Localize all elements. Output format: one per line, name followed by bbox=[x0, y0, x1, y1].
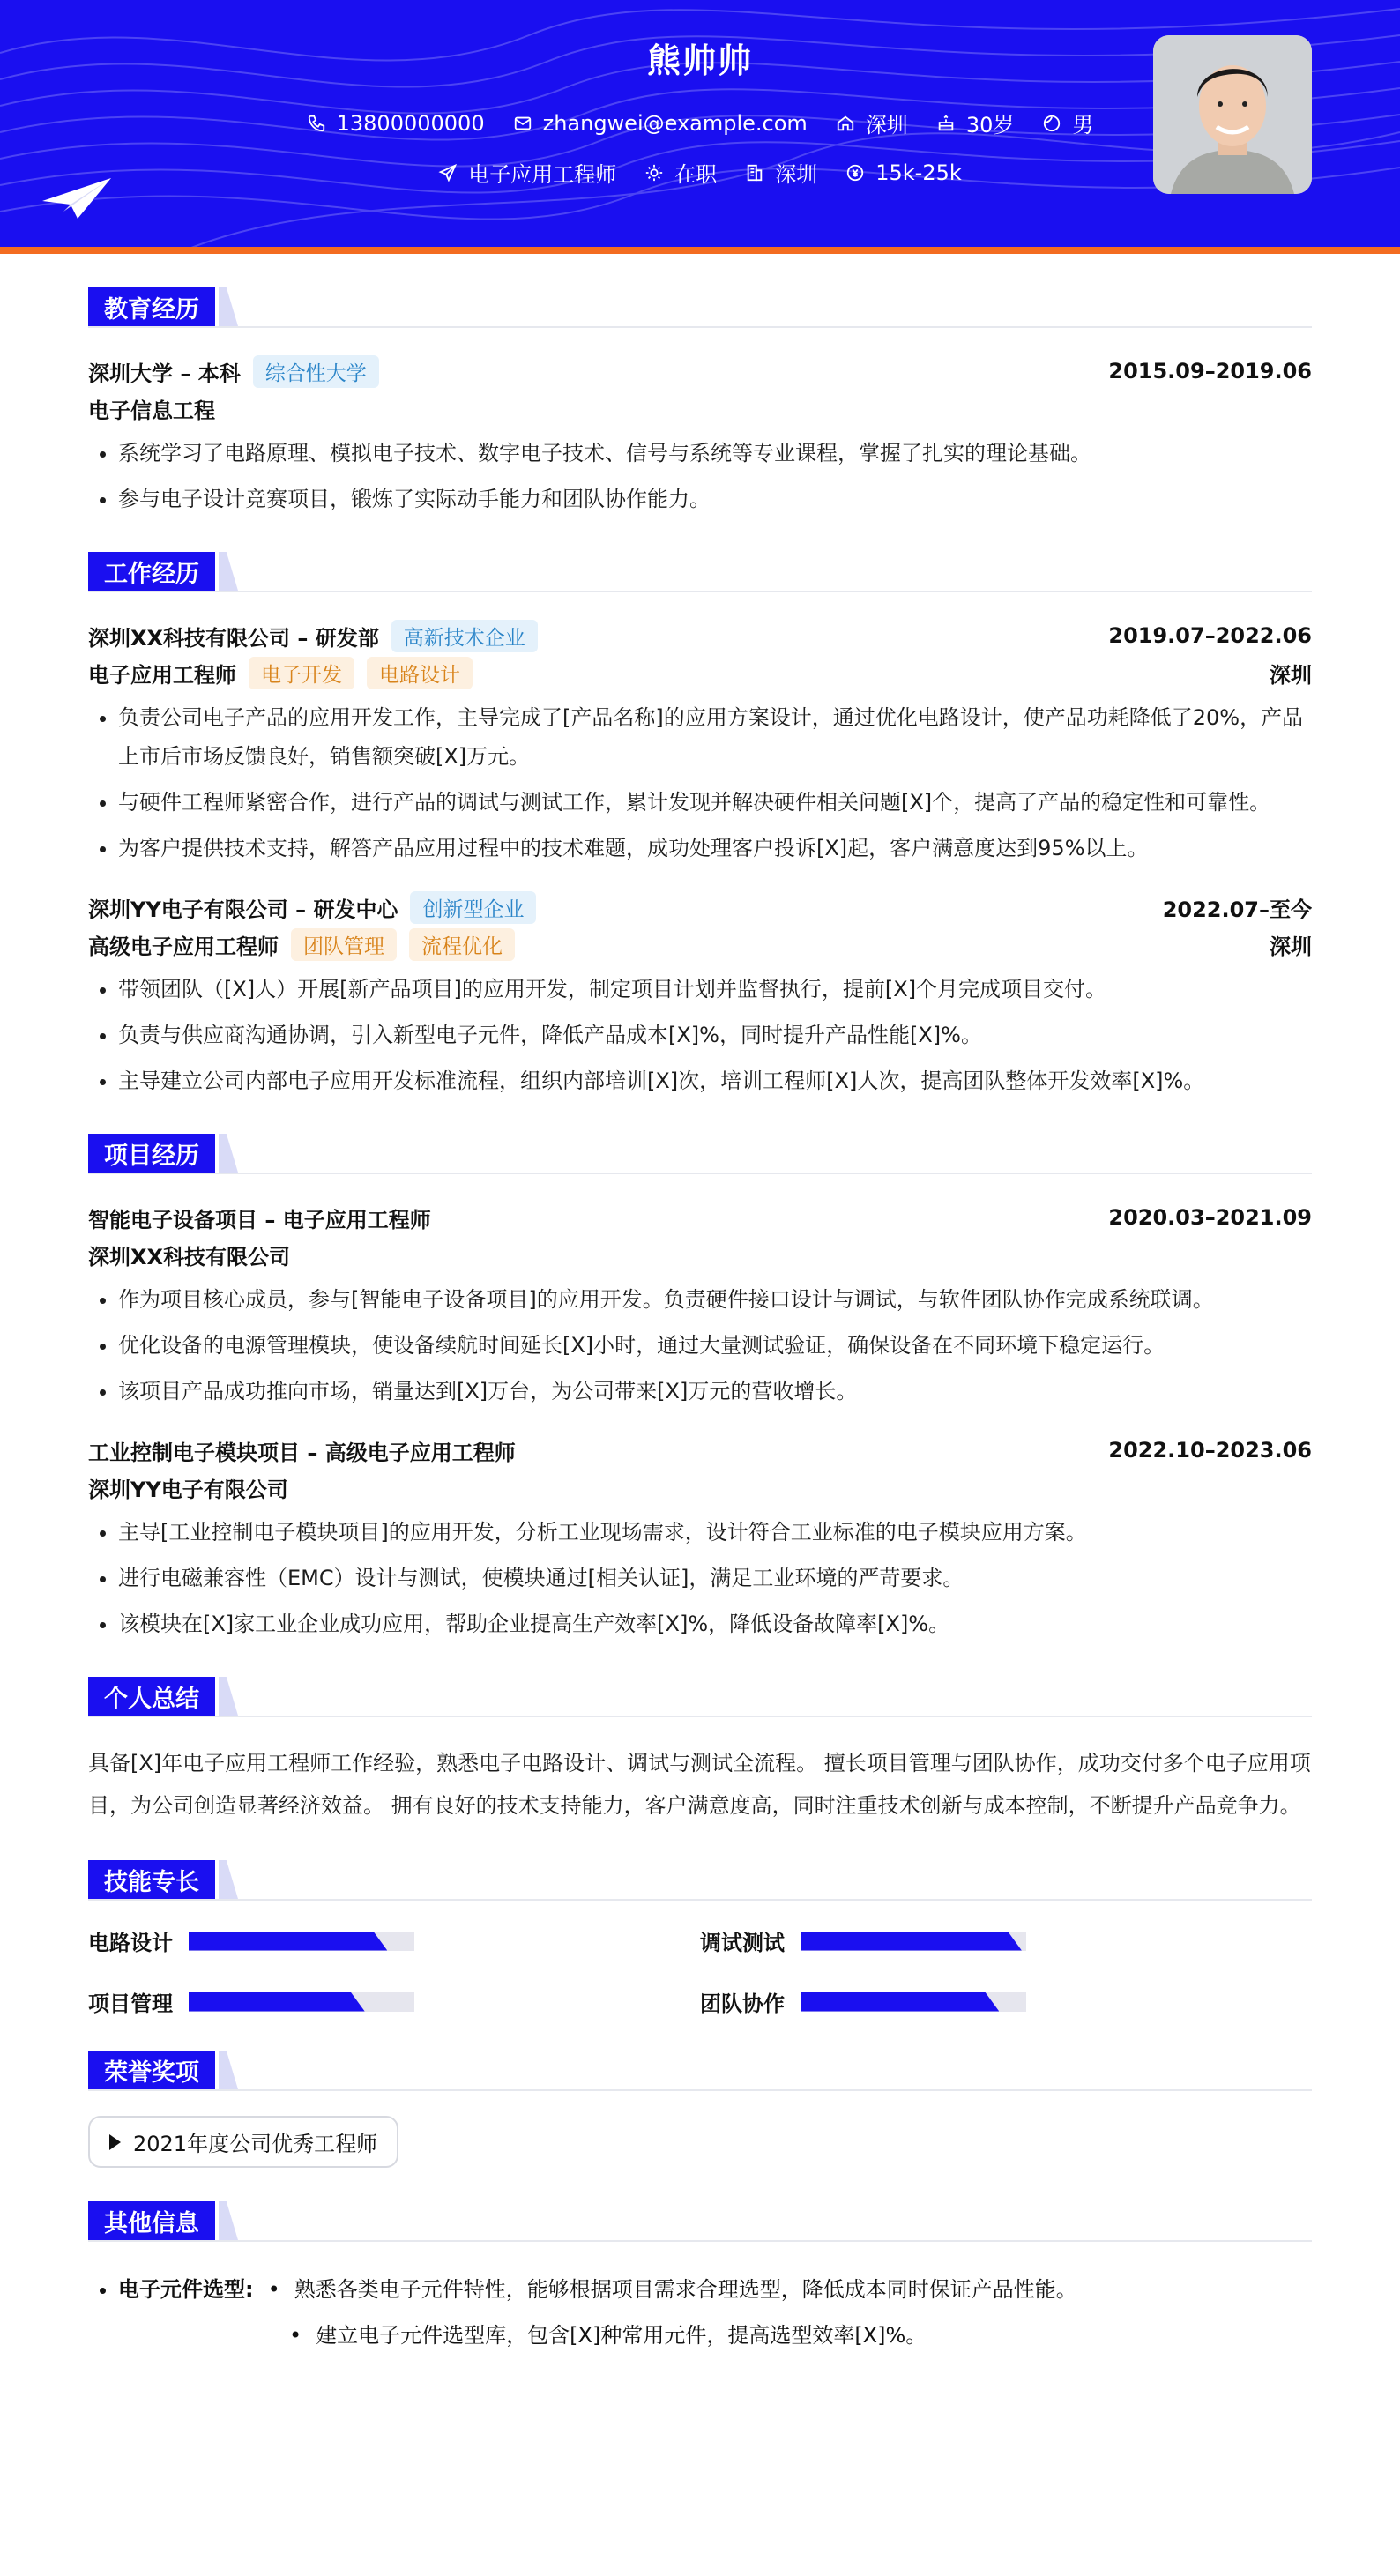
work-city: 深圳 bbox=[1270, 662, 1312, 688]
work-entry bbox=[88, 617, 1312, 867]
skill-item bbox=[700, 1925, 1312, 1956]
project-entry bbox=[88, 1199, 1312, 1411]
bullet-list bbox=[88, 698, 1312, 867]
role-tag: 团队管理 bbox=[291, 928, 397, 961]
list-item: • 负责公司电子产品的应用开发工作，主导完成了[产品名称]的应用方案设计，通过优化电路设计，使产品功耗降低了20%，产品上市后市场反馈良好，销售额突破[X]万元。 bbox=[118, 698, 1312, 776]
skills-section bbox=[88, 1860, 1312, 2017]
salary-text: 15k-25k bbox=[875, 160, 962, 185]
skill-bar-fill bbox=[189, 1992, 365, 2012]
section-title-tail bbox=[219, 1677, 238, 1716]
section-title-tail bbox=[219, 1860, 238, 1899]
list-item: • 与硬件工程师紧密合作，进行产品的调试与测试工作，累计发现并解决硬件相关问题[X]个，提高了产品的稳定性和可靠性。 bbox=[118, 783, 1312, 822]
entry-date: 2022.10–2023.06 bbox=[1108, 1438, 1312, 1463]
section-header bbox=[88, 287, 1312, 328]
project-company: 深圳XX科技有限公司 bbox=[88, 1244, 291, 1269]
school-name: 深圳大学 – 本科 bbox=[88, 361, 241, 386]
section-header bbox=[88, 2051, 1312, 2091]
company-tag: 高新技术企业 bbox=[391, 620, 538, 652]
target-city-info bbox=[745, 157, 817, 188]
header-accent-line bbox=[0, 247, 1400, 254]
other-label: • 电子元件选型: bbox=[118, 2277, 254, 2302]
section-title: 教育经历 bbox=[88, 287, 215, 326]
skill-grid bbox=[88, 1925, 1312, 2017]
candidate-name: 熊帅帅 bbox=[646, 41, 753, 80]
entry-head bbox=[88, 617, 1312, 654]
skill-item bbox=[88, 1986, 700, 2017]
entry-date: 2020.03–2021.09 bbox=[1108, 1205, 1312, 1230]
list-item: • 进行电磁兼容性（EMC）设计与测试，使模块通过[相关认证]，满足工业环境的严苛要求。 bbox=[118, 1559, 1312, 1597]
paper-plane-icon bbox=[42, 176, 113, 224]
section-title: 项目经历 bbox=[88, 1134, 215, 1173]
bullet-list bbox=[88, 1280, 1312, 1411]
gender-text: 男 bbox=[1072, 113, 1094, 138]
list-item: • 系统学习了电路原理、模拟电子技术、数字电子技术、信号与系统等专业课程，掌握了扎实的理论基础。 bbox=[118, 434, 1312, 473]
honor-text: 2021年度公司优秀工程师 bbox=[133, 2132, 378, 2156]
skill-bar-fill bbox=[801, 1932, 1022, 1951]
role-tag: 电子开发 bbox=[249, 657, 354, 689]
money-icon bbox=[845, 163, 865, 182]
bullet-dot-icon: • bbox=[289, 2323, 302, 2348]
phone-text: 13800000000 bbox=[336, 110, 485, 136]
role-line bbox=[88, 654, 1312, 691]
section-title: 个人总结 bbox=[88, 1677, 215, 1716]
list-item: • 主导建立公司内部电子应用开发标准流程，组织内部培训[X]次，培训工程师[X]人次，提高团队整体开发效率[X]%。 bbox=[118, 1061, 1312, 1100]
skill-bar-fill bbox=[801, 1992, 999, 2012]
section-header bbox=[88, 1677, 1312, 1717]
section-title-tail bbox=[219, 552, 238, 591]
bullet-list bbox=[88, 434, 1312, 518]
age-text: 30岁 bbox=[965, 113, 1015, 138]
skill-item bbox=[88, 1925, 700, 1956]
section-header bbox=[88, 1860, 1312, 1901]
job-info bbox=[438, 157, 616, 188]
education-entry bbox=[88, 353, 1312, 518]
other-section bbox=[88, 2201, 1312, 2358]
phone-info bbox=[307, 111, 485, 136]
skill-bar bbox=[189, 1932, 414, 1951]
company-tag: 创新型企业 bbox=[410, 891, 536, 924]
cake-icon bbox=[936, 114, 956, 133]
send-icon bbox=[438, 163, 458, 182]
work-section bbox=[88, 552, 1312, 1100]
role-name: 高级电子应用工程师 bbox=[88, 934, 279, 959]
major: 电子信息工程 bbox=[88, 398, 215, 423]
status-text: 在职 bbox=[674, 162, 718, 187]
skill-bar bbox=[189, 1992, 414, 2012]
project-section bbox=[88, 1134, 1312, 1643]
skill-name: 调试测试 bbox=[700, 1931, 785, 1955]
skill-bar-fill bbox=[189, 1932, 387, 1951]
entry-head bbox=[88, 1432, 1312, 1469]
section-title-tail bbox=[219, 287, 238, 326]
skill-name: 项目管理 bbox=[88, 1992, 173, 2016]
project-name: 工业控制电子模块项目 – 高级电子应用工程师 bbox=[88, 1440, 516, 1465]
project-company-line bbox=[88, 1469, 1312, 1506]
company-name: 深圳YY电子有限公司 – 研发中心 bbox=[88, 897, 398, 922]
entry-date: 2022.07–至今 bbox=[1162, 897, 1312, 922]
summary-section bbox=[88, 1677, 1312, 1827]
profile-photo bbox=[1153, 35, 1312, 194]
home-icon bbox=[836, 114, 855, 133]
section-title: 工作经历 bbox=[88, 552, 215, 591]
resume-body bbox=[0, 287, 1400, 2358]
list-item: • 带领团队（[X]人）开展[新产品项目]的应用开发，制定项目计划并监督执行，提前[X]个月完成项目交付。 bbox=[118, 970, 1312, 1009]
city-text: 深圳 bbox=[865, 113, 908, 138]
skill-name: 团队协作 bbox=[700, 1992, 785, 2016]
project-company: 深圳YY电子有限公司 bbox=[88, 1477, 288, 1502]
job-text: 电子应用工程师 bbox=[468, 162, 617, 187]
other-list bbox=[88, 2267, 1312, 2358]
city-info bbox=[836, 108, 908, 138]
honor-item bbox=[88, 2116, 398, 2168]
list-item: • 负责与供应商沟通协调，引入新型电子元件，降低产品成本[X]%，同时提升产品性能[X]%。 bbox=[118, 1016, 1312, 1054]
building-icon bbox=[745, 163, 764, 182]
triangle-right-icon bbox=[109, 2134, 121, 2150]
summary-text: 具备[X]年电子应用工程师工作经验，熟悉电子电路设计、调试与测试全流程。 擅长项目管理与团队协作，成功交付多个电子应用项目，为公司创造显著经济效益。 拥有良好的技术支持能力，客户满意度高，同时注重技术创新与成本控制，不断提升产品竞争力。 bbox=[88, 1751, 1311, 1818]
list-item: • 该项目产品成功推向市场，销量达到[X]万台，为公司带来[X]万元的营收增长。 bbox=[118, 1372, 1312, 1411]
project-name: 智能电子设备项目 – 电子应用工程师 bbox=[88, 1207, 431, 1232]
section-header bbox=[88, 1134, 1312, 1174]
work-entry bbox=[88, 889, 1312, 1100]
bullet-list bbox=[88, 970, 1312, 1100]
section-title: 荣誉奖项 bbox=[88, 2051, 215, 2089]
role-tag: 流程优化 bbox=[409, 928, 515, 961]
role-tag: 电路设计 bbox=[367, 657, 473, 689]
section-title: 其他信息 bbox=[88, 2201, 215, 2240]
mail-icon bbox=[513, 114, 532, 133]
work-city: 深圳 bbox=[1270, 934, 1312, 959]
list-item: • 该模块在[X]家工业企业成功应用，帮助企业提高生产效率[X]%，降低设备故障率[X]%。 bbox=[118, 1604, 1312, 1643]
entry-date: 2015.09–2019.06 bbox=[1108, 359, 1312, 383]
section-header bbox=[88, 552, 1312, 592]
entry-head bbox=[88, 353, 1312, 390]
list-item: • 为客户提供技术支持，解答产品应用过程中的技术难题，成功处理客户投诉[X]起，客户满意度达到95%以上。 bbox=[118, 829, 1312, 867]
role-name: 电子应用工程师 bbox=[88, 662, 236, 688]
section-title-tail bbox=[219, 1134, 238, 1173]
role-line bbox=[88, 926, 1312, 963]
section-title-tail bbox=[219, 2051, 238, 2089]
skill-name: 电路设计 bbox=[88, 1931, 173, 1955]
entry-head bbox=[88, 889, 1312, 926]
entry-head bbox=[88, 1199, 1312, 1236]
list-item: • 参与电子设计竞赛项目，锻炼了实际动手能力和团队协作能力。 bbox=[118, 480, 1312, 518]
school-tag: 综合性大学 bbox=[253, 355, 379, 388]
list-item: • 作为项目核心成员，参与[智能电子设备项目]的应用开发。负责硬件接口设计与调试，与软件团队协作完成系统联调。 bbox=[118, 1280, 1312, 1319]
resume-header bbox=[0, 0, 1400, 254]
gender-info bbox=[1042, 108, 1093, 138]
salary-info bbox=[845, 160, 962, 185]
email-text: zhangwei@example.com bbox=[542, 110, 808, 136]
other-text: 建立电子元件选型库，包含[X]种常用元件，提高选型效率[X]%。 bbox=[316, 2323, 927, 2348]
target-city-text: 深圳 bbox=[775, 162, 818, 187]
education-section bbox=[88, 287, 1312, 518]
project-company-line bbox=[88, 1236, 1312, 1273]
honors-section bbox=[88, 2051, 1312, 2168]
list-item: • 主导[工业控制电子模块项目]的应用开发，分析工业现场需求，设计符合工业标准的电子模块应用方案。 bbox=[118, 1513, 1312, 1552]
list-item bbox=[118, 2267, 1312, 2358]
skill-bar bbox=[801, 1992, 1026, 2012]
entry-date: 2019.07–2022.06 bbox=[1108, 623, 1312, 648]
list-item: • 优化设备的电源管理模块，使设备续航时间延长[X]小时，通过大量测试验证，确保设备在不同环境下稳定运行。 bbox=[118, 1326, 1312, 1365]
company-name: 深圳XX科技有限公司 – 研发部 bbox=[88, 625, 379, 651]
other-text: 熟悉各类电子元件特性，能够根据项目需求合理选型，降低成本同时保证产品性能。 bbox=[294, 2277, 1077, 2302]
user-face-icon bbox=[1042, 114, 1061, 133]
skill-bar bbox=[801, 1932, 1026, 1951]
bullet-dot-icon: • bbox=[267, 2277, 280, 2302]
section-title-tail bbox=[219, 2201, 238, 2240]
skill-item bbox=[700, 1986, 1312, 2017]
phone-icon bbox=[307, 114, 326, 133]
section-header bbox=[88, 2201, 1312, 2242]
age-info bbox=[936, 108, 1015, 138]
major-line bbox=[88, 390, 1312, 427]
bullet-list bbox=[88, 1513, 1312, 1643]
email-info bbox=[513, 111, 808, 136]
status-icon bbox=[644, 163, 664, 182]
project-entry bbox=[88, 1432, 1312, 1643]
section-title: 技能专长 bbox=[88, 1860, 215, 1899]
status-info bbox=[644, 157, 717, 188]
